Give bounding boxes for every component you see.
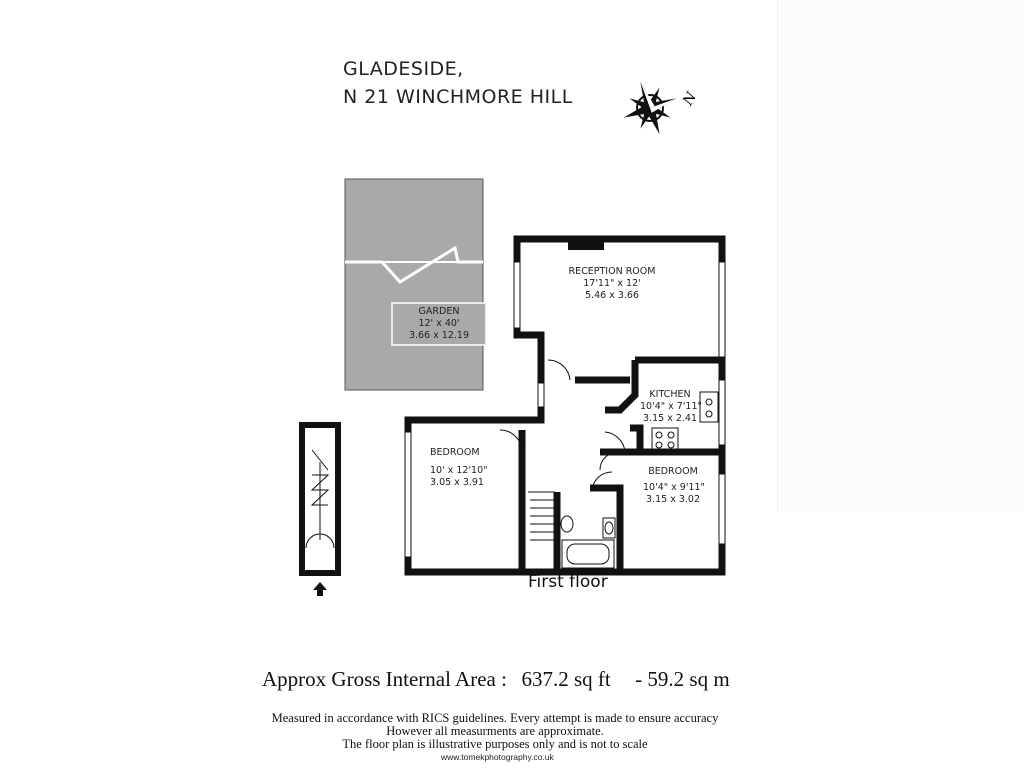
- reception-imperial: 17'11" x 12': [583, 278, 641, 289]
- entrance-staircase: [302, 425, 338, 596]
- garden-label: [396, 306, 482, 342]
- kitchen-imperial: 10'4" x 7'11": [640, 401, 702, 412]
- bedroom-2-label: [643, 466, 703, 506]
- bedroom-1-label: [430, 447, 494, 489]
- garden-name: GARDEN: [418, 306, 460, 317]
- property-title-line-2: N 21 WINCHMORE HILL: [343, 86, 573, 108]
- reception-label: [560, 266, 664, 302]
- reception-name: RECEPTION ROOM: [568, 266, 656, 277]
- photographer-credit[interactable]: www.tomekphotography.co.uk: [441, 752, 554, 762]
- bathroom-fixtures: [561, 516, 615, 568]
- floor-label: First floor: [528, 572, 608, 592]
- kitchen-name: KITCHEN: [649, 389, 691, 400]
- area-sqm: - 59.2 sq m: [635, 667, 730, 691]
- reception-metric: 5.46 x 3.66: [585, 290, 639, 301]
- bedroom-1-name: BEDROOM: [430, 447, 480, 458]
- bedroom-1-metric: 3.05 x 3.91: [430, 477, 484, 488]
- gross-internal-area: [262, 667, 730, 692]
- bedroom-2-metric: 3.15 x 3.02: [646, 494, 700, 505]
- chimney-breast: [568, 238, 604, 250]
- bedroom-1-imperial: 10' x 12'10": [430, 465, 488, 476]
- entry-arrow-icon: [313, 582, 327, 596]
- disclaimer-line-3: The floor plan is illustrative purposes only and is not to scale: [342, 737, 648, 751]
- kitchen-metric: 3.15 x 2.41: [643, 413, 697, 424]
- compass-rose-icon: [614, 72, 686, 144]
- bedroom-2-name: BEDROOM: [648, 466, 698, 477]
- disclaimer-line-1: Measured in accordance with RICS guidelines. Every attempt is made to ensure accuracy: [271, 711, 719, 725]
- hall-stairs: [528, 492, 554, 548]
- area-label: Approx Gross Internal Area :: [262, 667, 507, 691]
- garden-imperial: 12' x 40': [418, 318, 460, 329]
- disclaimer-line-2: However all measurments are approximate.: [386, 724, 604, 738]
- bedroom-2-imperial: 10'4" x 9'11": [643, 482, 705, 493]
- garden-metric: 3.66 x 12.19: [408, 330, 469, 341]
- area-sqft: 637.2 sq ft: [521, 667, 611, 691]
- compass-north-label: N: [680, 89, 701, 109]
- kitchen-label: [640, 389, 700, 425]
- garden-area: [345, 179, 486, 390]
- property-title-line-1: GLADESIDE,: [343, 58, 464, 80]
